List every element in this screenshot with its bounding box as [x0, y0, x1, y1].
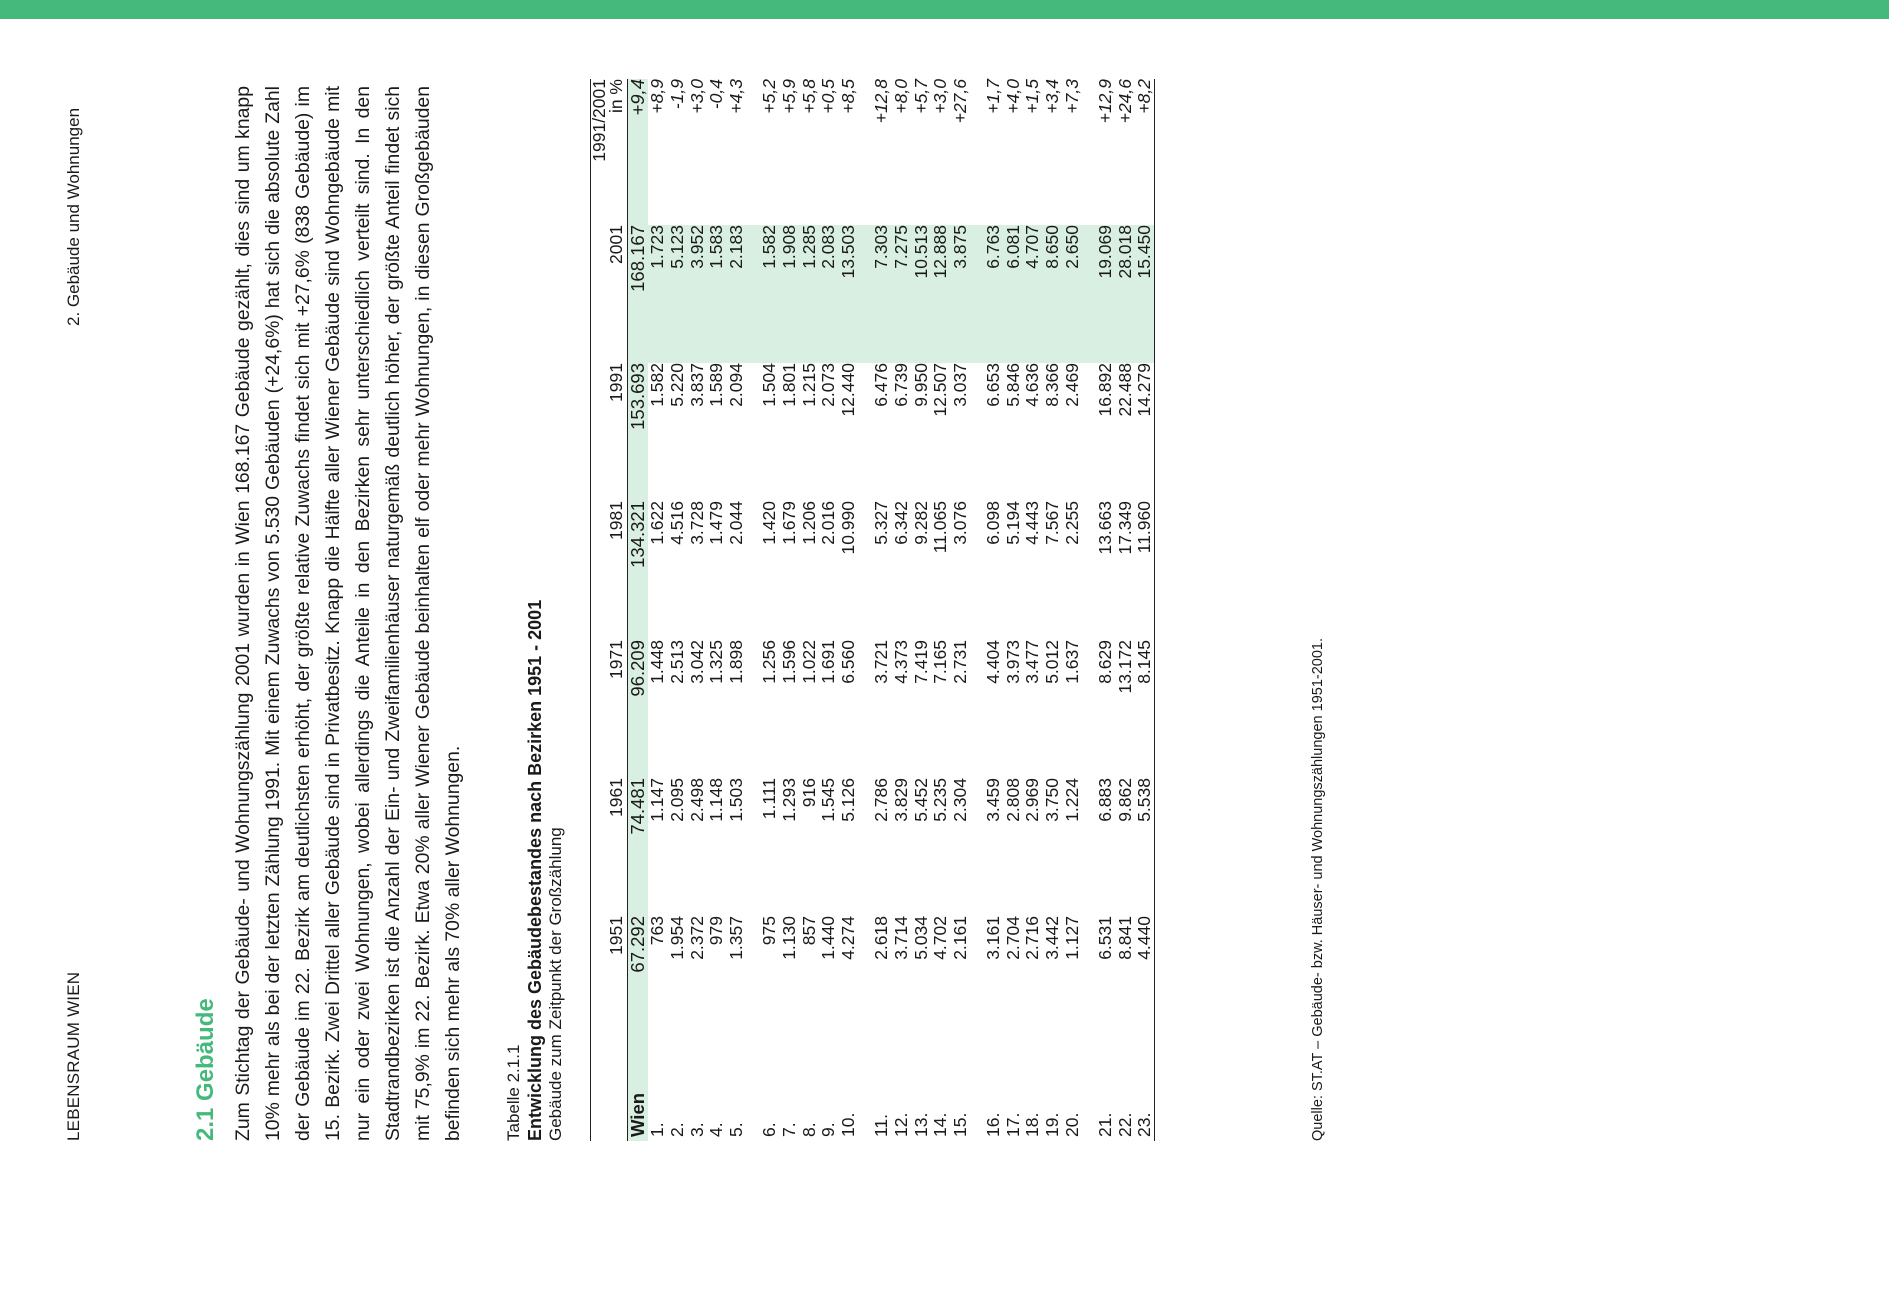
cell-value: 3.728 — [686, 501, 707, 545]
table-row — [760, 79, 780, 1141]
cell-value: 12.507 — [930, 363, 951, 417]
cell-change: +8,0 — [890, 79, 911, 114]
column-header-1951: 1951 — [606, 916, 626, 955]
cell-value: 5.846 — [1002, 363, 1023, 407]
cell-value: 1.147 — [647, 778, 668, 822]
spacer-cell — [746, 363, 760, 501]
cell-value: 1.440 — [818, 916, 839, 960]
spacer-cell — [970, 225, 984, 363]
row-label: 15. — [949, 1112, 970, 1137]
cell-change: +4,0 — [1002, 79, 1023, 114]
cell-value: 2.304 — [949, 778, 970, 822]
cell-value: 67.292 — [628, 916, 648, 1061]
cell-value: 3.750 — [1042, 778, 1063, 822]
cell-value: 763 — [647, 916, 668, 946]
cell-value: 6.081 — [1003, 225, 1023, 363]
table-row — [667, 79, 687, 1141]
spacer-cell — [1081, 363, 1095, 501]
spacer-cell — [1081, 916, 1095, 1061]
intro-paragraph — [228, 86, 468, 1141]
cell-value: 3.042 — [686, 640, 707, 684]
row-spacer — [858, 79, 872, 1141]
table-header-row — [591, 79, 628, 1141]
cell-value: 7.275 — [891, 225, 911, 363]
row-spacer — [1081, 79, 1095, 1141]
spacer-cell — [746, 778, 760, 916]
cell-value: 1.479 — [706, 501, 727, 545]
cell-value: 7.567 — [1042, 501, 1063, 545]
section-title: 2.1 Gebäude — [192, 998, 219, 1141]
cell-value: 5.194 — [1002, 501, 1023, 545]
cell-value: 7.165 — [930, 640, 951, 684]
spacer-cell — [746, 225, 760, 363]
cell-value: 4.707 — [1023, 225, 1043, 363]
row-label: 12. — [890, 1112, 911, 1137]
cell-value: 1.801 — [778, 363, 799, 407]
cell-change: +1,5 — [1022, 79, 1043, 114]
cell-value: 1.908 — [779, 225, 799, 363]
cell-change: +7,3 — [1061, 79, 1082, 114]
spacer-cell — [858, 363, 872, 501]
cell-value: 14.279 — [1134, 363, 1155, 417]
cell-value: 6.653 — [983, 363, 1004, 407]
spacer-cell — [858, 778, 872, 916]
cell-value: 2.016 — [818, 501, 839, 545]
table-row — [818, 79, 838, 1141]
table-row — [687, 79, 707, 1141]
spacer-cell — [1081, 79, 1095, 225]
cell-value: 1.206 — [798, 501, 819, 545]
cell-value: 8.366 — [1042, 363, 1063, 407]
cell-value: 3.459 — [983, 778, 1004, 822]
cell-value: 5.220 — [666, 363, 687, 407]
cell-value: 8.629 — [1095, 640, 1116, 684]
row-label: 16. — [983, 1112, 1004, 1137]
cell-change: -0,4 — [706, 79, 727, 110]
cell-change: +5,8 — [798, 79, 819, 114]
cell-value: 2.808 — [1002, 778, 1023, 822]
spacer-cell — [970, 778, 984, 916]
cell-change: +5,2 — [759, 79, 780, 114]
cell-change: +5,7 — [910, 79, 931, 114]
cell-value: 4.516 — [666, 501, 687, 545]
table-row — [799, 79, 819, 1141]
cell-value: 1.148 — [706, 778, 727, 822]
row-label: 7. — [778, 1122, 799, 1137]
cell-value: 2.650 — [1062, 225, 1082, 363]
cell-value: 168.167 — [628, 225, 648, 363]
cell-value: 2.969 — [1022, 778, 1043, 822]
cell-value: 4.373 — [890, 640, 911, 684]
spacer-cell — [858, 916, 872, 1061]
cell-value: 7.303 — [872, 225, 892, 363]
cell-value: 5.034 — [910, 916, 931, 960]
cell-change: -1,9 — [666, 79, 687, 110]
cell-value: 28.018 — [1115, 225, 1135, 363]
cell-value: 1.545 — [818, 778, 839, 822]
cell-value: 9.950 — [910, 363, 931, 407]
spacer-cell — [858, 501, 872, 640]
cell-value: 2.044 — [725, 501, 746, 545]
cell-value: 12.888 — [930, 225, 950, 363]
row-label: 11. — [871, 1113, 892, 1137]
cell-value: 2.161 — [949, 916, 970, 960]
cell-value: 6.531 — [1095, 916, 1116, 960]
cell-value: 2.372 — [686, 916, 707, 960]
cell-value: 857 — [798, 916, 819, 946]
row-label: 10. — [837, 1112, 858, 1137]
table-source-note: Quelle: ST.AT – Gebäude- bzw. Häuser- und Wohnungszählungen 1951-2001. — [1310, 638, 1326, 1141]
spacer-cell — [970, 1061, 984, 1141]
cell-value: 3.714 — [890, 916, 911, 960]
cell-value: 1.898 — [725, 640, 746, 684]
cell-value: 2.094 — [725, 363, 746, 407]
intro-text: Zum Stichtag der Gebäude- und Wohnungszählung 2001 wurden in Wien 168.167 Gebäude gezählt, dies sind um knapp 10% mehr als bei der letzten Zählung 1991. Mit einem Zuwachs von 5.530 Gebäuden (+24,6%) hat sich die absolute Zahl der Gebäude im 22. Bezirk am deutlichsten erhöht, der größte relative Zuwachs findet sich mit +27,6% (838 Gebäude) im 15. Bezirk. Zwei Drittel aller Gebäude sind in Privatbesitz. Knapp die Hälfte aller Wiener Gebäude sind Wohngebäude mit nur ein oder zwei Wohnungen, wobei allerdings die Anteile in den Bezirken sehr unterschiedlich verteilt sind. In den Stadtrandbezirken ist die Anzahl der Ein- und Zweifamilienhäuser naturgemäß deutlich höher, der größte Anteil findet sich mit 75,9% im 22. Bezirk. Etwa 20% aller Wiener Gebäude beinhalten elf oder mehr Wohnungen, in diesen Großgebäuden befinden sich mehr als 70% aller Wohnungen. — [232, 86, 464, 1141]
cell-value: 2.716 — [1022, 916, 1043, 960]
change-years: 1991/2001 — [589, 79, 609, 162]
cell-value: 2.095 — [666, 778, 687, 822]
cell-change: +5,9 — [778, 79, 799, 114]
table-row — [930, 79, 950, 1141]
running-header-right: 2. Gebäude und Wohnungen — [64, 107, 83, 326]
row-label: 23. — [1134, 1112, 1155, 1137]
row-label: Wien — [628, 1061, 648, 1141]
cell-change: +8,5 — [837, 79, 858, 114]
cell-value: 5.126 — [837, 778, 858, 822]
spacer-cell — [1081, 778, 1095, 916]
cell-value: 3.076 — [949, 501, 970, 545]
cell-value: 134.321 — [628, 501, 648, 640]
cell-value: 8.145 — [1134, 640, 1155, 684]
cell-value: 9.862 — [1114, 778, 1135, 822]
running-header-left: LEBENSRAUM WIEN — [64, 971, 83, 1141]
table-row — [648, 79, 668, 1141]
spacer-cell — [970, 640, 984, 778]
spacer-cell — [1081, 640, 1095, 778]
cell-value: 6.739 — [890, 363, 911, 407]
cell-value: 3.952 — [687, 225, 707, 363]
cell-value: 3.477 — [1022, 640, 1043, 684]
cell-value: 10.990 — [837, 501, 858, 555]
cell-value: 9.282 — [910, 501, 931, 545]
cell-value: 96.209 — [628, 640, 648, 778]
cell-value: 11.065 — [930, 501, 951, 554]
spacer-cell — [746, 640, 760, 778]
cell-change: +3,0 — [686, 79, 707, 114]
table-row — [1095, 79, 1115, 1141]
spacer-cell — [970, 363, 984, 501]
cell-value: 3.442 — [1042, 916, 1063, 960]
cell-value: 5.012 — [1042, 640, 1063, 684]
cell-value: 3.161 — [983, 916, 1004, 960]
cell-value: 6.763 — [984, 225, 1004, 363]
row-label: 18. — [1022, 1112, 1043, 1137]
cell-change: +24,6 — [1114, 79, 1135, 124]
cell-value: 6.098 — [983, 501, 1004, 545]
spacer-cell — [858, 1061, 872, 1141]
row-label: 9. — [818, 1122, 839, 1137]
cell-value: 6.476 — [871, 363, 892, 407]
table-row-total — [628, 79, 648, 1141]
row-label: 19. — [1042, 1112, 1063, 1137]
cell-change: +8,2 — [1134, 79, 1155, 114]
cell-change: +27,6 — [949, 79, 970, 124]
cell-value: 15.450 — [1135, 225, 1155, 363]
cell-value: 1.420 — [759, 501, 780, 545]
cell-value: 1.224 — [1061, 778, 1082, 822]
column-header-district — [591, 1061, 628, 1141]
cell-value: 2.513 — [666, 640, 687, 684]
row-label: 6. — [759, 1122, 780, 1137]
cell-change: +9,4 — [628, 79, 648, 225]
cell-value: 3.721 — [871, 640, 892, 684]
cell-value: 5.327 — [871, 501, 892, 545]
cell-value: 1.130 — [778, 916, 799, 960]
cell-value: 19.069 — [1095, 225, 1115, 363]
cell-value: 11.960 — [1134, 501, 1155, 554]
cell-value: 1.582 — [760, 225, 780, 363]
table-title: Entwicklung des Gebäudebestandes nach Bezirken 1951 - 2001 — [525, 599, 545, 1141]
cell-value: 1.022 — [798, 640, 819, 684]
cell-value: 4.702 — [930, 916, 951, 960]
cell-value: 2.498 — [686, 778, 707, 822]
cell-value: 1.691 — [818, 640, 839, 684]
cell-value: 2.183 — [726, 225, 746, 363]
cell-value: 1.215 — [798, 363, 819, 407]
cell-value: 74.481 — [628, 778, 648, 916]
spacer-cell — [746, 1061, 760, 1141]
spacer-cell — [1081, 501, 1095, 640]
table-row — [1003, 79, 1023, 1141]
row-label: 3. — [686, 1122, 707, 1137]
row-label: 14. — [930, 1112, 951, 1137]
spacer-cell — [858, 640, 872, 778]
cell-value: 1.293 — [778, 778, 799, 822]
cell-value: 3.837 — [686, 363, 707, 407]
column-header-2001: 2001 — [606, 225, 626, 264]
cell-value: 6.883 — [1095, 778, 1116, 822]
row-spacer — [970, 79, 984, 1141]
cell-value: 22.488 — [1114, 363, 1135, 417]
row-spacer — [746, 79, 760, 1141]
cell-value: 5.452 — [910, 778, 931, 822]
table-row — [1042, 79, 1062, 1141]
buildings-table — [590, 79, 1155, 1141]
spacer-cell — [746, 916, 760, 1061]
column-header-1981: 1981 — [606, 501, 626, 540]
cell-value: 4.440 — [1134, 916, 1155, 960]
cell-value: 6.342 — [890, 501, 911, 545]
cell-change: +0,5 — [818, 79, 839, 114]
cell-value: 8.841 — [1114, 916, 1135, 960]
spacer-cell — [970, 916, 984, 1061]
cell-value: 2.255 — [1061, 501, 1082, 545]
change-unit: in % — [606, 79, 626, 114]
column-header-change — [591, 79, 628, 225]
cell-value: 2.083 — [818, 225, 838, 363]
table-row — [838, 79, 858, 1141]
cell-value: 2.786 — [871, 778, 892, 822]
table-row — [891, 79, 911, 1141]
cell-value: 13.503 — [838, 225, 858, 363]
cell-value: 1.723 — [648, 225, 668, 363]
table-row — [706, 79, 726, 1141]
cell-change: +3,4 — [1042, 79, 1063, 114]
cell-value: 10.513 — [911, 225, 931, 363]
cell-value: 1.504 — [759, 363, 780, 407]
table-row — [984, 79, 1004, 1141]
cell-value: 1.448 — [647, 640, 668, 684]
cell-value: 1.285 — [799, 225, 819, 363]
cell-value: 1.503 — [725, 778, 746, 822]
cell-value: 3.875 — [950, 225, 970, 363]
cell-value: 7.419 — [910, 640, 931, 684]
spacer-cell — [746, 501, 760, 640]
cell-value: 1.256 — [759, 640, 780, 684]
row-label: 8. — [798, 1122, 819, 1137]
spacer-cell — [858, 79, 872, 225]
cell-value: 2.469 — [1061, 363, 1082, 407]
cell-value: 1.622 — [647, 501, 668, 545]
cell-value: 1.583 — [706, 225, 726, 363]
row-label: 17. — [1002, 1112, 1023, 1137]
cell-value: 4.274 — [837, 916, 858, 960]
cell-value: 916 — [798, 778, 819, 808]
cell-change: +12,8 — [871, 79, 892, 124]
row-label: 21. — [1095, 1112, 1116, 1137]
cell-value: 6.560 — [837, 640, 858, 684]
cell-value: 12.440 — [837, 363, 858, 417]
cell-value: 16.892 — [1095, 363, 1116, 417]
cell-value: 13.663 — [1095, 501, 1116, 555]
cell-value: 1.325 — [706, 640, 727, 684]
table-row — [950, 79, 970, 1141]
cell-value: 17.349 — [1114, 501, 1135, 555]
row-label: 4. — [706, 1122, 727, 1137]
table-label: Tabelle 2.1.1 — [504, 1044, 523, 1141]
cell-value: 8.650 — [1042, 225, 1062, 363]
table-row — [1023, 79, 1043, 1141]
cell-change: +4,3 — [725, 79, 746, 114]
cell-value: 1.582 — [647, 363, 668, 407]
row-label: 1. — [647, 1122, 668, 1137]
spacer-cell — [970, 501, 984, 640]
cell-value: 4.443 — [1022, 501, 1043, 545]
row-label: 5. — [725, 1122, 746, 1137]
cell-value: 1.589 — [706, 363, 727, 407]
row-label: 13. — [910, 1112, 931, 1137]
cell-value: 1.357 — [725, 916, 746, 960]
spacer-cell — [746, 79, 760, 225]
cell-value: 153.693 — [628, 363, 648, 501]
cell-value: 1.596 — [778, 640, 799, 684]
cell-value: 1.954 — [666, 916, 687, 960]
table-row — [779, 79, 799, 1141]
row-label: 20. — [1061, 1112, 1082, 1137]
cell-value: 1.111 — [759, 778, 780, 820]
cell-change: +3,0 — [930, 79, 951, 114]
cell-value: 3.037 — [949, 363, 970, 407]
cell-value: 4.636 — [1022, 363, 1043, 407]
cell-value: 1.637 — [1061, 640, 1082, 684]
row-label: 2. — [666, 1122, 687, 1137]
cell-value: 5.235 — [930, 778, 951, 822]
table-row — [872, 79, 892, 1141]
cell-value: 5.538 — [1134, 778, 1155, 822]
cell-change: +12,9 — [1095, 79, 1116, 124]
cell-value: 2.731 — [949, 640, 970, 684]
cell-value: 2.618 — [871, 916, 892, 960]
cell-value: 2.073 — [818, 363, 839, 407]
cell-value: 3.829 — [890, 778, 911, 822]
spacer-cell — [970, 79, 984, 225]
spacer-cell — [858, 225, 872, 363]
cell-value: 979 — [706, 916, 727, 946]
table-row — [726, 79, 746, 1141]
cell-value: 13.172 — [1114, 640, 1135, 694]
spacer-cell — [1081, 225, 1095, 363]
table-body — [628, 79, 1155, 1141]
cell-value: 2.704 — [1002, 916, 1023, 960]
table-row — [1135, 79, 1155, 1141]
table-row — [911, 79, 931, 1141]
cell-value: 1.679 — [778, 501, 799, 545]
cell-value: 4.404 — [983, 640, 1004, 684]
cell-value: 975 — [759, 916, 780, 946]
row-label: 22. — [1114, 1112, 1135, 1137]
cell-value: 3.973 — [1002, 640, 1023, 684]
column-header-1991: 1991 — [606, 363, 626, 402]
cell-change: +1,7 — [983, 79, 1004, 114]
table-row — [1115, 79, 1135, 1141]
cell-value: 1.127 — [1061, 916, 1082, 960]
column-header-1961: 1961 — [606, 778, 626, 817]
table-subtitle: Gebäude zum Zeitpunkt der Großzählung — [546, 827, 565, 1141]
cell-value: 5.123 — [667, 225, 687, 363]
column-header-1971: 1971 — [606, 640, 626, 679]
table-row — [1062, 79, 1082, 1141]
cell-change: +8,9 — [647, 79, 668, 114]
spacer-cell — [1081, 1061, 1095, 1141]
